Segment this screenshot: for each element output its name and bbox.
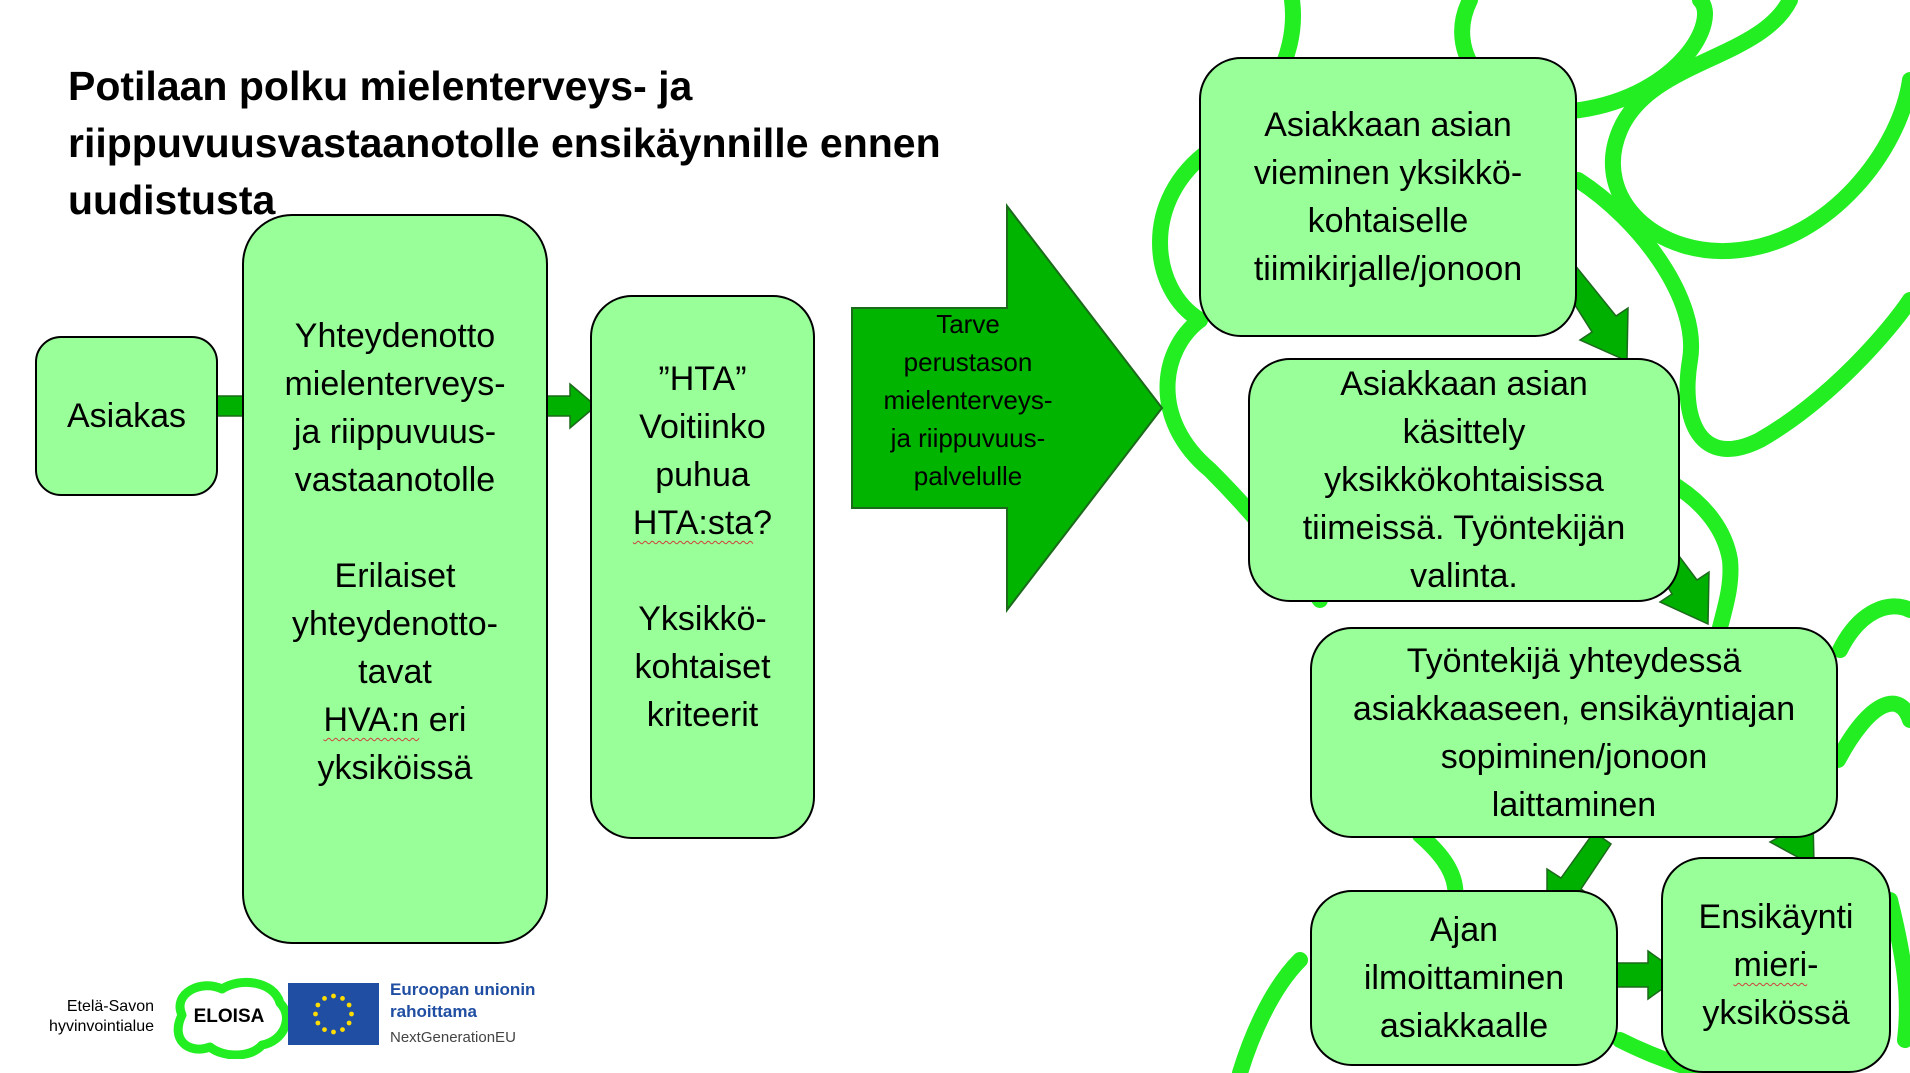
yhteydenotto-main-text: Yhteydenotto mielenterveys- ja riippuvuus- vastaanotolle Erilaiset yhteydenotto- tavat — [284, 317, 506, 691]
box-kasittely-text: Asiakkaan asian käsittely yksikkökohtaisissa tiimeissä. Työntekijän valinta. — [1302, 365, 1626, 595]
eu-flag-icon — [288, 983, 379, 1045]
box-ajan-text: Ajan ilmoittaminen asiakkaalle — [1363, 911, 1565, 1045]
page-title: Potilaan polku mielenterveys- ja riippuvuusvastaanotolle ensikäynnille ennen uudistusta — [68, 63, 941, 223]
eu-funding-text: Euroopan unionin rahoittama — [390, 980, 536, 1021]
box-yhteydenotto — [242, 214, 548, 944]
box-hta-text — [633, 355, 772, 739]
hva-text: HVA:n — [323, 701, 420, 739]
footer-logos — [22, 975, 582, 1065]
region-name: Etelä-Savon hyvinvointialue — [49, 998, 154, 1035]
eloisa-logo-text: ELOISA — [193, 1006, 265, 1027]
box-hta — [590, 295, 815, 839]
box-ensikaynti — [1661, 857, 1891, 1073]
hta-criteria-text: Yksikkö- kohtaiset kriteerit — [634, 600, 771, 734]
box-tiimikirja — [1199, 57, 1577, 337]
box-ajan — [1310, 890, 1618, 1066]
box-tyontekija — [1310, 627, 1838, 838]
hta-question-mark: ? — [753, 504, 773, 542]
box-ensikaynti-text — [1699, 893, 1854, 1037]
eu-program-text: NextGenerationEU — [390, 1029, 516, 1046]
yhteydenotto-tail-text: eri yksiköissä — [317, 701, 473, 787]
ensikaynti-tail-text: - yksikössä — [1702, 946, 1850, 1032]
box-kasittely — [1248, 358, 1680, 602]
box-tiimikirja-text: Asiakkaan asian vieminen yksikkö- kohtaiselle tiimikirjalle/jonoon — [1253, 106, 1523, 288]
hta-main-text: ”HTA” Voitiinko puhua — [639, 360, 766, 494]
box-yhteydenotto-text — [284, 312, 505, 792]
box-asiakas — [35, 336, 218, 496]
hta-underlined-text: HTA:sta — [632, 504, 754, 542]
mieri-text: mieri — [1733, 946, 1808, 984]
box-asiakas-text: Asiakas — [66, 397, 187, 435]
box-tyontekija-text: Työntekijä yhteydessä asiakkaaseen, ensikäyntiajan sopiminen/jonoon laittaminen — [1352, 641, 1796, 824]
ensikaynti-main-text: Ensikäynti — [1698, 898, 1854, 936]
big-arrow-label: Tarve perustason mielenterveys- ja riippuvuus- palvelulle — [883, 309, 1053, 491]
